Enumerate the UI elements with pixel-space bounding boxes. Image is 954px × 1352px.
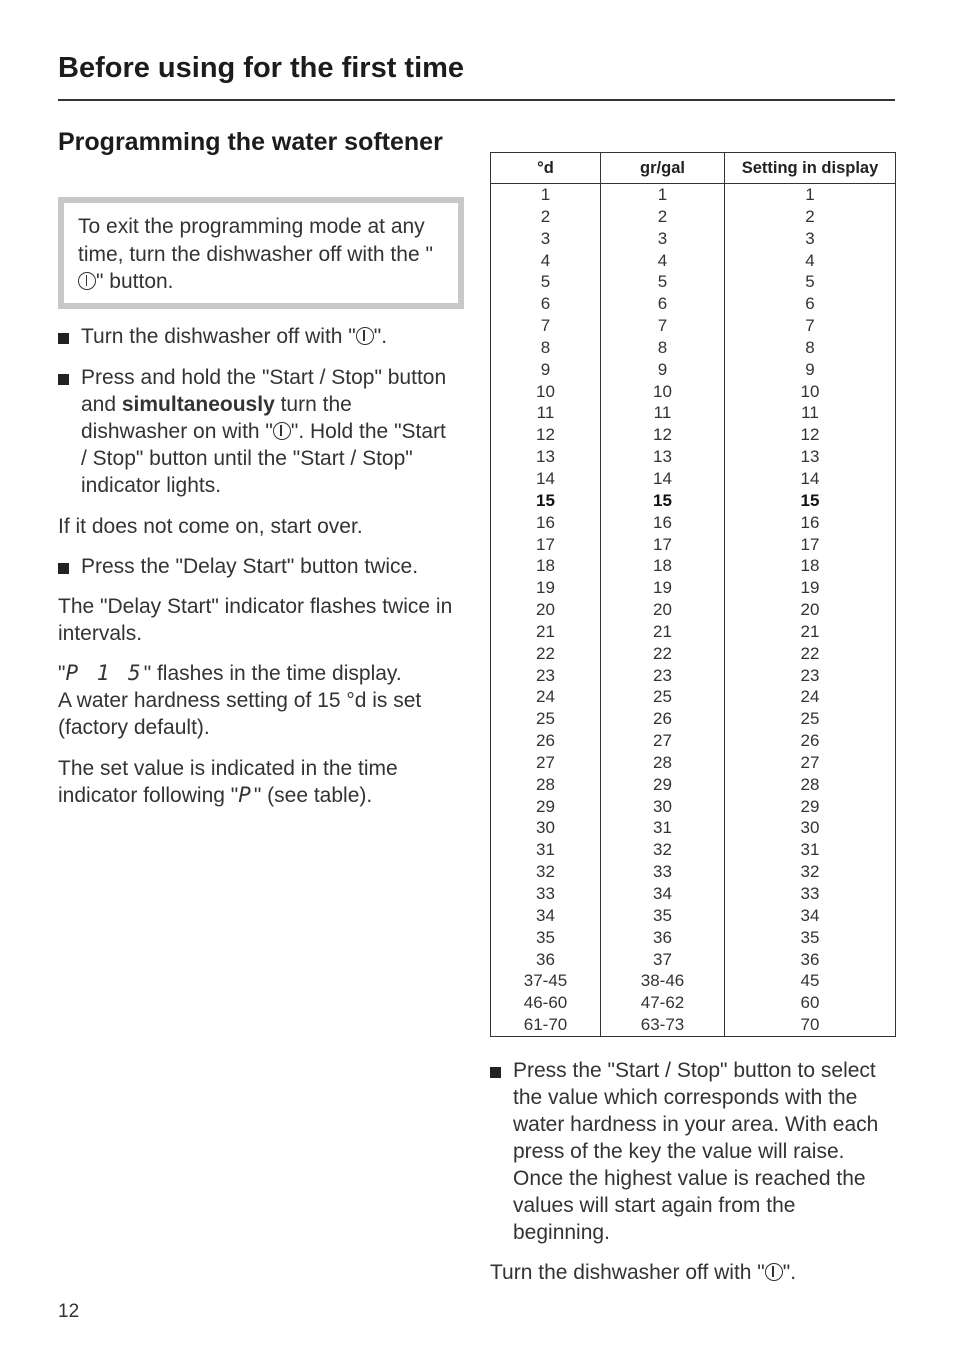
setting-value: 22 (800, 643, 820, 663)
water-hardness-table (490, 152, 896, 1037)
degrees-value: 13 (536, 447, 555, 467)
setting-value: 12 (800, 425, 820, 445)
grgal-value: 3 (657, 228, 668, 248)
power-icon (356, 327, 374, 345)
degrees-value: 61-70 (523, 1015, 568, 1035)
degrees-value: 21 (536, 621, 555, 641)
final-step-text: Turn the dishwasher off with " ". (490, 1261, 797, 1284)
grgal-value: 14 (653, 468, 672, 488)
setting-value: 19 (800, 578, 820, 598)
degrees-value: 4 (540, 250, 551, 270)
grgal-value: 47-62 (640, 993, 685, 1013)
degrees-value: 3 (540, 228, 551, 248)
setting-value: 23 (800, 665, 820, 685)
header-degrees: °d (491, 153, 601, 184)
degrees-value: 10 (536, 381, 555, 401)
grgal-value: 17 (653, 534, 672, 554)
setting-value: 16 (800, 512, 820, 532)
setting-value: 60 (800, 993, 820, 1013)
setting-value: 3 (805, 228, 815, 248)
setting-value: 27 (800, 752, 820, 772)
step-select-value: Press the "Start / Stop" button to select the value which corresponds with the water hardness in your area. With each press of the key the value will raise. Once the highest value is reached the values will start again from the beginning. (490, 1057, 890, 1246)
degrees-value: 22 (536, 643, 555, 663)
section-title: Programming the water softener (58, 128, 443, 156)
note-box (58, 197, 464, 309)
grgal-value: 28 (653, 752, 672, 772)
grgal-value: 16 (653, 512, 672, 532)
grgal-value: 4 (657, 250, 668, 270)
setting-value: 21 (800, 621, 820, 641)
setting-value: 20 (800, 600, 820, 620)
grgal-value: 35 (653, 905, 672, 925)
grgal-value: 15 (653, 490, 672, 510)
grgal-value: 26 (653, 709, 672, 729)
setting-value: 26 (800, 731, 820, 751)
degrees-value: 19 (536, 578, 555, 598)
degrees-value: 14 (536, 468, 555, 488)
degrees-value: 36 (536, 949, 555, 969)
grgal-value: 32 (653, 840, 672, 860)
setting-value: 18 (800, 556, 820, 576)
grgal-value: 11 (653, 403, 672, 423)
degrees-value: 37-45 (523, 971, 568, 991)
setting-value: 24 (800, 687, 820, 707)
bullet-icon (58, 563, 69, 574)
degrees-value: 35 (536, 927, 555, 947)
degrees-value: 15 (536, 490, 555, 510)
bullet-icon (58, 333, 69, 344)
grgal-value: 23 (653, 665, 672, 685)
grgal-value: 20 (653, 600, 672, 620)
degrees-value: 27 (536, 752, 555, 772)
grgal-value: 13 (653, 447, 672, 467)
grgal-value: 34 (653, 884, 672, 903)
grgal-value: 31 (653, 818, 672, 838)
setting-value: 33 (800, 884, 820, 903)
column-grgal (601, 184, 725, 1037)
setting-value: 6 (805, 294, 815, 314)
degrees-value: 6 (540, 294, 551, 314)
grgal-value: 7 (657, 316, 668, 336)
degrees-value: 20 (536, 600, 555, 620)
degrees-value: 1 (540, 185, 551, 204)
time-display-value: P 1 5 (65, 661, 144, 685)
setting-value: 70 (800, 1015, 820, 1035)
setting-value: 34 (800, 905, 820, 925)
setting-value: 11 (801, 403, 819, 423)
step-turn-off: Turn the dishwasher off with " ". (58, 323, 468, 350)
degrees-value: 30 (536, 818, 555, 838)
grgal-value: 9 (657, 359, 668, 379)
grgal-value: 63-73 (640, 1015, 685, 1035)
degrees-value: 12 (536, 425, 555, 445)
degrees-value: 26 (536, 731, 555, 751)
setting-value: 2 (805, 206, 815, 226)
degrees-value: 28 (536, 774, 555, 794)
table-header-row (491, 153, 896, 184)
column-degrees (491, 184, 601, 1037)
setting-value: 29 (800, 796, 820, 816)
setting-value: 4 (805, 250, 815, 270)
degrees-value: 2 (540, 206, 551, 226)
degrees-value: 33 (536, 884, 555, 903)
degrees-value: 32 (536, 862, 555, 882)
degrees-value: 18 (536, 556, 555, 576)
setting-value: 8 (805, 337, 815, 357)
retry-text: If it does not come on, start over. (58, 515, 363, 538)
time-display-prefix: P (238, 783, 254, 807)
degrees-value: 25 (536, 709, 555, 729)
delay-note: The "Delay Start" indicator flashes twice in intervals. (58, 595, 453, 645)
setting-value: 1 (805, 185, 815, 204)
degrees-value: 17 (536, 534, 555, 554)
degrees-value: 46-60 (523, 993, 568, 1013)
degrees-value: 29 (536, 796, 555, 816)
grgal-value: 21 (653, 621, 672, 641)
note-text: To exit the programming mode at any time, turn the dishwasher off with the "" button. (78, 215, 433, 293)
bullet-icon (490, 1067, 501, 1078)
grgal-value: 2 (657, 206, 668, 226)
set-value-text: The set value is indicated in the time indicator following "P" (see table). (58, 757, 398, 807)
setting-value: 9 (805, 359, 815, 379)
grgal-value: 10 (653, 381, 672, 401)
power-icon (765, 1263, 783, 1281)
setting-value: 30 (800, 818, 820, 838)
grgal-value: 25 (653, 687, 672, 707)
setting-value: 36 (800, 949, 820, 969)
degrees-value: 5 (540, 272, 551, 292)
grgal-value: 1 (657, 185, 668, 204)
degrees-value: 8 (540, 337, 551, 357)
setting-value: 13 (800, 447, 820, 467)
setting-value: 14 (800, 468, 820, 488)
setting-value: 35 (800, 927, 820, 947)
grgal-value: 8 (657, 337, 668, 357)
degrees-value: 9 (540, 359, 551, 379)
grgal-value: 37 (653, 949, 672, 969)
setting-value: 15 (800, 490, 820, 510)
header-setting: Setting in display (725, 153, 896, 184)
setting-value: 45 (800, 971, 820, 991)
setting-value: 17 (800, 534, 820, 554)
power-icon (78, 272, 96, 290)
grgal-value: 27 (653, 731, 672, 751)
degrees-value: 23 (536, 665, 555, 685)
grgal-value: 30 (653, 796, 672, 816)
degrees-value: 34 (536, 905, 555, 925)
step-press-hold: Press and hold the "Start / Stop" button and simultaneously turn the dishwasher on with " ". Hold the "Start / Stop" button until the "Start / Stop" indicator lights. (58, 364, 456, 499)
step-delay-start: Press the "Delay Start" button twice. (58, 553, 468, 580)
setting-value: 7 (805, 316, 815, 336)
grgal-value: 12 (653, 425, 672, 445)
grgal-value: 18 (653, 556, 672, 576)
header-grgal: gr/gal (601, 153, 725, 184)
column-setting (725, 184, 896, 1037)
setting-value: 28 (800, 774, 820, 794)
power-icon (273, 422, 291, 440)
page-number: 12 (58, 1301, 80, 1322)
setting-value: 31 (800, 840, 820, 860)
title-divider (58, 99, 895, 101)
grgal-value: 22 (653, 643, 672, 663)
degrees-value: 7 (540, 316, 551, 336)
degrees-value: 31 (536, 840, 555, 860)
grgal-value: 6 (657, 294, 668, 314)
flash-text: "P 1 5" flashes in the time display. A water hardness setting of 15 °d is set (factory default). (58, 661, 422, 739)
setting-value: 25 (800, 709, 820, 729)
grgal-value: 33 (653, 862, 672, 882)
grgal-value: 19 (653, 578, 672, 598)
table-row (491, 184, 896, 1037)
setting-value: 32 (800, 862, 820, 882)
degrees-value: 11 (536, 403, 555, 423)
grgal-value: 38-46 (640, 971, 685, 991)
grgal-value: 5 (657, 272, 668, 292)
degrees-value: 24 (536, 687, 555, 707)
grgal-value: 36 (653, 927, 672, 947)
grgal-value: 29 (653, 774, 672, 794)
setting-value: 10 (800, 381, 820, 401)
bullet-icon (58, 374, 69, 385)
setting-value: 5 (805, 272, 815, 292)
degrees-value: 16 (536, 512, 555, 532)
page-title: Before using for the first time (58, 52, 465, 84)
